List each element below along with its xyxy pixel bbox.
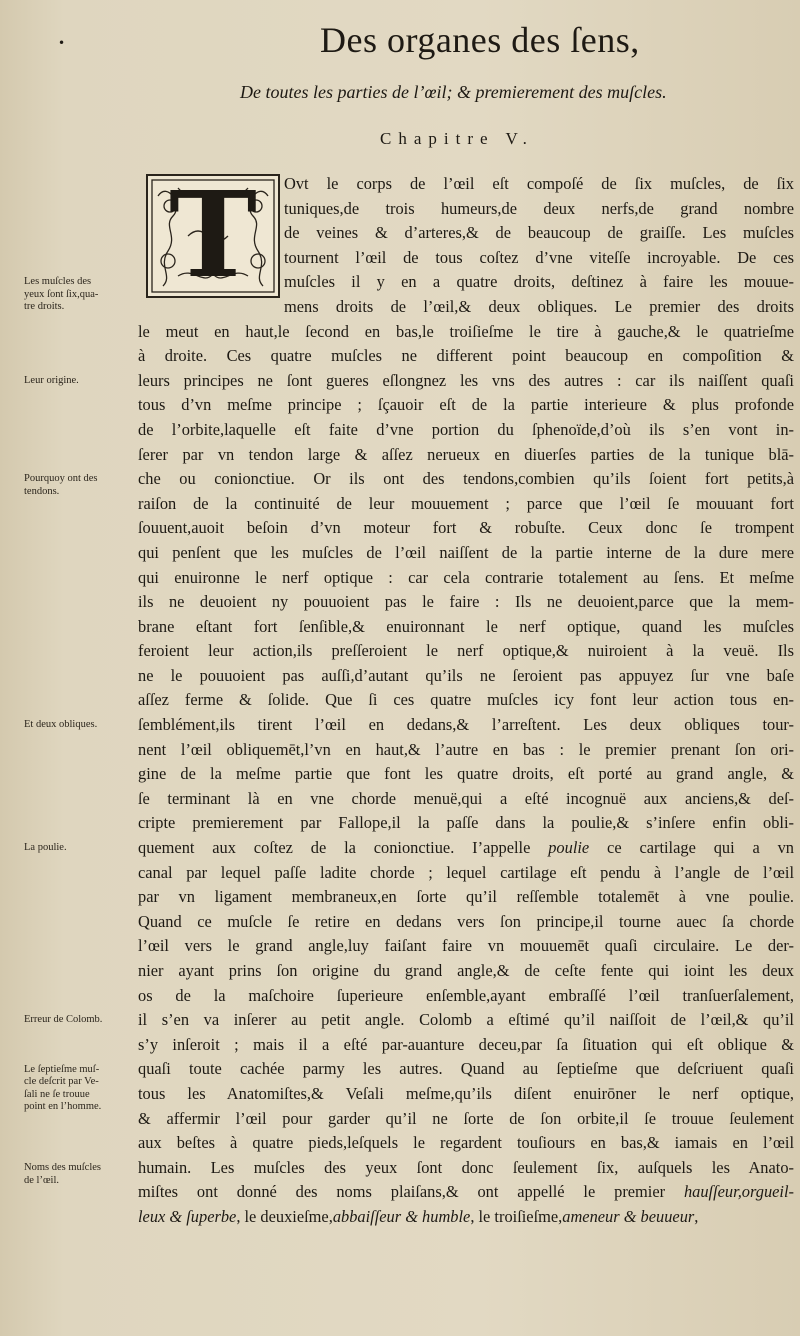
text-line: tournent l’œil de tous coſtez d’vne viteſſe incroyable. De ces (284, 247, 794, 267)
margin-note-line: point en l’homme. (24, 1101, 102, 1113)
text-line: gine de la meſme partie que font les quatre droits, eſt porté au grand angle, & (138, 764, 794, 784)
text-line: aſſez ferme & ſolide. Que ſi ces quatre muſcles icy font leur action tous en- (138, 690, 794, 710)
margin-note-line: ſali ne ſe trouue (24, 1088, 90, 1100)
text-line: leux & ſuperbe, le deuxieſme,abbaiſſeur & humble, le troiſieſme,ameneur & beuueur, (138, 1206, 699, 1226)
margin-note-line: tre droits. (24, 301, 65, 313)
margin-note-line: Les muſcles des (24, 276, 92, 288)
text-line: ſouuent,auoit beſoin d’vn moteur fort & robuſte. Ceux donc ſe trompent (138, 518, 794, 538)
text-line: ſerer par vn tendon large & aſſez nerueux en diuerſes parties de la tunique blā- (138, 444, 794, 464)
italic-term: poulie (548, 838, 590, 858)
chapter-label: Chapitre V. (380, 129, 534, 148)
text-line: ſemblément,ils tirent l’œil en dedans,& l’arreſtent. Les deux obliques tour- (138, 715, 794, 735)
margin-note-line: Leur origine. (24, 374, 79, 386)
margin-note-line: Le ſeptieſme muſ- (24, 1063, 100, 1075)
text-line: feroient leur action,ils preſſeroient le nerf optique,& nuiroient à la veuë. Ils (138, 641, 794, 661)
italic-term: abbaiſſeur & humble (332, 1206, 471, 1226)
margin-note (24, 1014, 136, 1027)
margin-note-line: Et deux obliques. (24, 719, 98, 731)
text-line: Ovt le corps de l’œil eſt compoſé de ſix muſcles, de ſix (284, 174, 794, 193)
body-text (138, 165, 794, 1230)
margin-note (24, 1162, 136, 1187)
text-line: de veines & d’arteres,& de beaucoup de graiſſe. Les muſcles (284, 223, 794, 243)
text-line: ſe terminant là en vne chorde menuë,qui a eſté incognuë aux anciens,& deſ- (138, 788, 794, 808)
text-line: tuniques,de trois humeurs,de deux nerfs,de grand nombre (284, 198, 794, 218)
text-line: cripte premierement par Fallope,il la paſſe dans la poulie,& s’inſere enfin obli- (138, 813, 794, 833)
margin-note (24, 1064, 136, 1114)
text-line: os de la maſchoire ſuperieure enſemble,ayant embraſſé l’œil tranſuerſalement, (138, 985, 794, 1005)
text-line: mens droits de l’œil,& deux obliques. Le premier des droits (284, 296, 794, 316)
italic-term: hauſſeur,orgueil- (683, 1182, 794, 1202)
margin-note-line: tendons. (24, 485, 60, 497)
text-line: humain. Les muſcles des yeux ſont donc ſeulement ſix, auſquels les Anato- (138, 1157, 794, 1177)
margin-note-line: Erreur de Colomb. (24, 1014, 103, 1026)
margin-note-line: de l’œil. (24, 1174, 59, 1186)
text-line: & affermir l’œil pour garder qu’il ne ſorte de ſon orbite,il ſe trouue ſeulement (138, 1108, 794, 1128)
margin-note (24, 842, 136, 855)
margin-note-line: cle deſcrit par Ve- (24, 1076, 99, 1088)
margin-note (24, 276, 136, 314)
page-mark: • (58, 36, 66, 50)
text-line: de l’orbite,laquelle eſt faite d’vne portion du ſphenoïde,d’où ils s’en vont in- (138, 419, 794, 439)
margin-note-line: yeux ſont ſix,qua- (24, 288, 99, 300)
italic-term: ameneur & beuueur (562, 1206, 695, 1226)
text-line: che ou conionctiue. Or ils ont des tendons,combien qu’ils ſoient fort petits,à (138, 469, 794, 489)
text-line: ne le pouuoient pas auſſi,d’autant qu’ils ne ſeroient pas appuyez ſur vne baſe (138, 665, 794, 685)
text-line: quaſi toute cachée parmy les autres. Quand au ſeptieſme que deſcriuent quaſi (138, 1059, 794, 1079)
text-line: nent l’œil obliquemēt,l’vn en haut,& l’autre en bas : le premier prenant ſon ori- (138, 739, 794, 759)
margin-note-line: Noms des muſcles (24, 1162, 101, 1173)
text-line: tous d’vn meſme principe ; ſçauoir eſt de la partie interieure & plus profonde (138, 395, 794, 415)
text-line: canal par lequel paſſe ladite chorde ; lequel cartilage eſt pendu à l’angle de l’œil (138, 862, 794, 882)
text-line: à droite. Ces quatre muſcles ne different point beaucoup en compoſition & (138, 346, 794, 366)
margin-note (24, 719, 136, 732)
text-line: par vn ligament membraneux,en ſorte qu’il reſſemble totalemēt à vne poulie. (138, 887, 794, 907)
text-line: nier ayant prins ſon origine du grand angle,& de ceſte fente qui ioint les deux (138, 961, 794, 980)
italic-term: leux & ſuperbe (138, 1206, 237, 1226)
text-line: quement aux coſtez de la conionctiue. I’appelle poulie ce cartilage qui a vn (138, 838, 794, 858)
text-line: Quand ce muſcle ſe retire en dedans vers ſon principe,il tourne auec ſa chorde (138, 911, 794, 931)
text-line: qui penſent que les muſcles de l’œil naiſſent de la partie interne de la dure mere (138, 542, 794, 562)
text-line: le meut en haut,le ſecond en bas,le troiſieſme le tire à gauche,& le quatrieſme (138, 321, 794, 341)
text-line: raiſon de la continuité de leur mouuement ; parce que l’œil ſe mouuant fort (138, 493, 794, 513)
margin-note-line: La poulie. (24, 842, 67, 854)
text-line: l’œil vers le grand angle,luy faiſant faire vn mouuemēt quaſi circulaire. Le der- (138, 936, 794, 956)
initial-letter: T (169, 165, 257, 304)
margin-note (24, 375, 136, 388)
text-line: muſcles il y en a quatre droits, deſtinez à faire les mouue- (284, 272, 794, 292)
text-line: tous les Anatomiſtes,& Veſali meſme,qu’ils diſent enuirōner le nerf optique, (138, 1083, 794, 1103)
text-line: aux beſtes à quatre pieds,leſquels le regardent touſiours en bas,& iamais en l’œil (138, 1133, 794, 1153)
text-line: brane eſtant fort ſenſible,& enuironnant le nerf optique, quand les muſcles (138, 616, 794, 636)
text-line: il s’en va inſerer au petit angle. Colomb a eſtimé qu’il naiſſoit de l’œil,& qu’il (138, 1010, 794, 1030)
running-title: Des organes des ſens, (320, 20, 640, 60)
text-line: miſtes ont donné des noms plaiſans,& ont appellé le premier hauſſeur,orgueil- (138, 1182, 794, 1202)
text-line: s’y inſeroit ; mais il a eſté par-auanture deceu,par ſa ſituation qui eſt oblique & (138, 1034, 794, 1054)
text-line: ils ne deuoient ny pouuoient pas le faire : Ils ne deuoient,parce que la mem- (138, 592, 794, 612)
margin-note-line: Pourquoy ont des (24, 473, 98, 485)
section-heading: De toutes les parties de l’œil; & premierement des muſcles. (240, 82, 667, 102)
margin-note (24, 473, 136, 498)
text-line: leurs principes ne ſont gueres eſlongnez les vns des autres : car ils naiſſent quaſi (138, 370, 794, 390)
text-line: qui enuironne le nerf optique : car cela contrarie totalement au ſens. Et meſme (138, 567, 794, 587)
